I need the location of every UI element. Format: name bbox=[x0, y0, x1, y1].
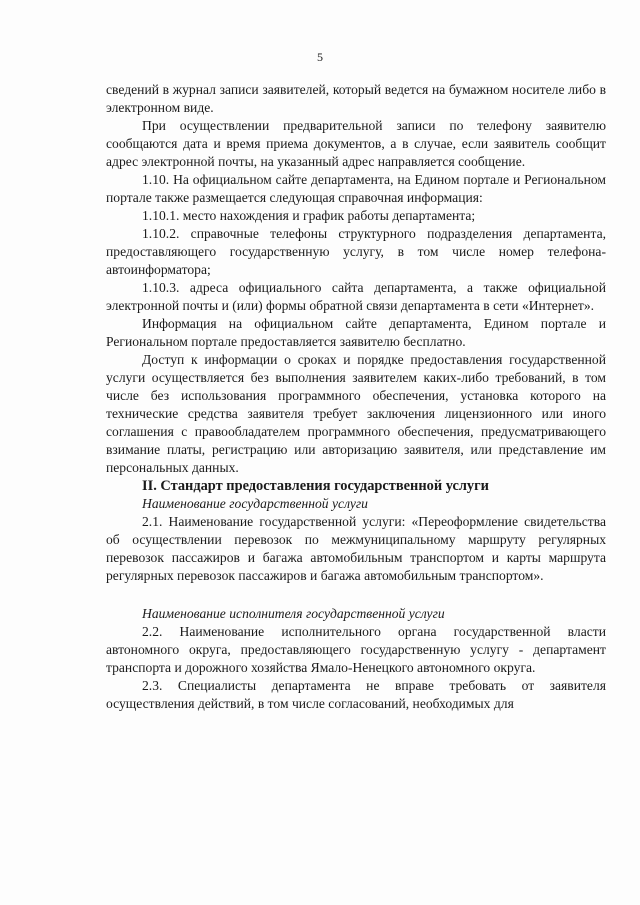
paragraph: Информация на официальном сайте департамента, Едином портале и Региональном портале предоставляется заявителю бесплатно. bbox=[106, 316, 606, 349]
paragraph: 1.10. На официальном сайте департамента, на Едином портале и Региональном портале также размещается следующая справочная информация: bbox=[106, 172, 606, 205]
paragraph: При осуществлении предварительной записи по телефону заявителю сообщаются дата и время приема документов, а в случае, если заявитель сообщит адрес электронной почты, на указанный адрес направляется сообщение. bbox=[106, 118, 606, 169]
page-number: 5 bbox=[317, 50, 323, 64]
subsection-title: Наименование исполнителя государственной услуги bbox=[142, 606, 445, 621]
paragraph: 1.10.2. справочные телефоны структурного подразделения департамента, предоставляющего государственную услугу, в том числе номер телефона-автоинформатора; bbox=[106, 226, 606, 277]
document-body bbox=[106, 81, 606, 713]
paragraph: 1.10.3. адреса официального сайта департамента, а также официальной электронной почты и (или) формы обратной связи департамента в сети «Интернет». bbox=[106, 280, 606, 313]
paragraph: Доступ к информации о сроках и порядке предоставления государственной услуги осуществляется без выполнения заявителем каких-либо требований, в том числе без использования программного обеспечения, установка которого на технические средства заявителя требует заключения лицензионного или иного соглашения с правообладателем программного обеспечения, предусматривающего взимание платы, регистрацию или авторизацию заявителя, или представление им персональных данных. bbox=[106, 352, 606, 475]
subsection-title: Наименование государственной услуги bbox=[142, 496, 368, 511]
paragraph: 1.10.1. место нахождения и график работы департамента; bbox=[142, 208, 476, 223]
paragraph: сведений в журнал записи заявителей, который ведется на бумажном носителе либо в электронном виде. bbox=[106, 82, 606, 115]
paragraph: 2.2. Наименование исполнительного органа государственной власти автономного округа, предоставляющего государственную услугу - департамент транспорта и дорожного хозяйства Ямало-Ненецкого автономного округа. bbox=[106, 624, 606, 675]
paragraph: 2.3. Специалисты департамента не вправе требовать от заявителя осуществления действий, в том числе согласований, необходимых для bbox=[106, 678, 606, 711]
paragraph: 2.1. Наименование государственной услуги: «Переоформление свидетельства об осуществлении перевозок по межмуниципальному маршруту регулярных перевозок пассажиров и багажа автомобильным транспортом и карты маршрута регулярных перевозок пассажиров и багажа автомобильным транспортом». bbox=[106, 514, 606, 583]
section-title: II. Стандарт предоставления государственной услуги bbox=[142, 478, 489, 494]
